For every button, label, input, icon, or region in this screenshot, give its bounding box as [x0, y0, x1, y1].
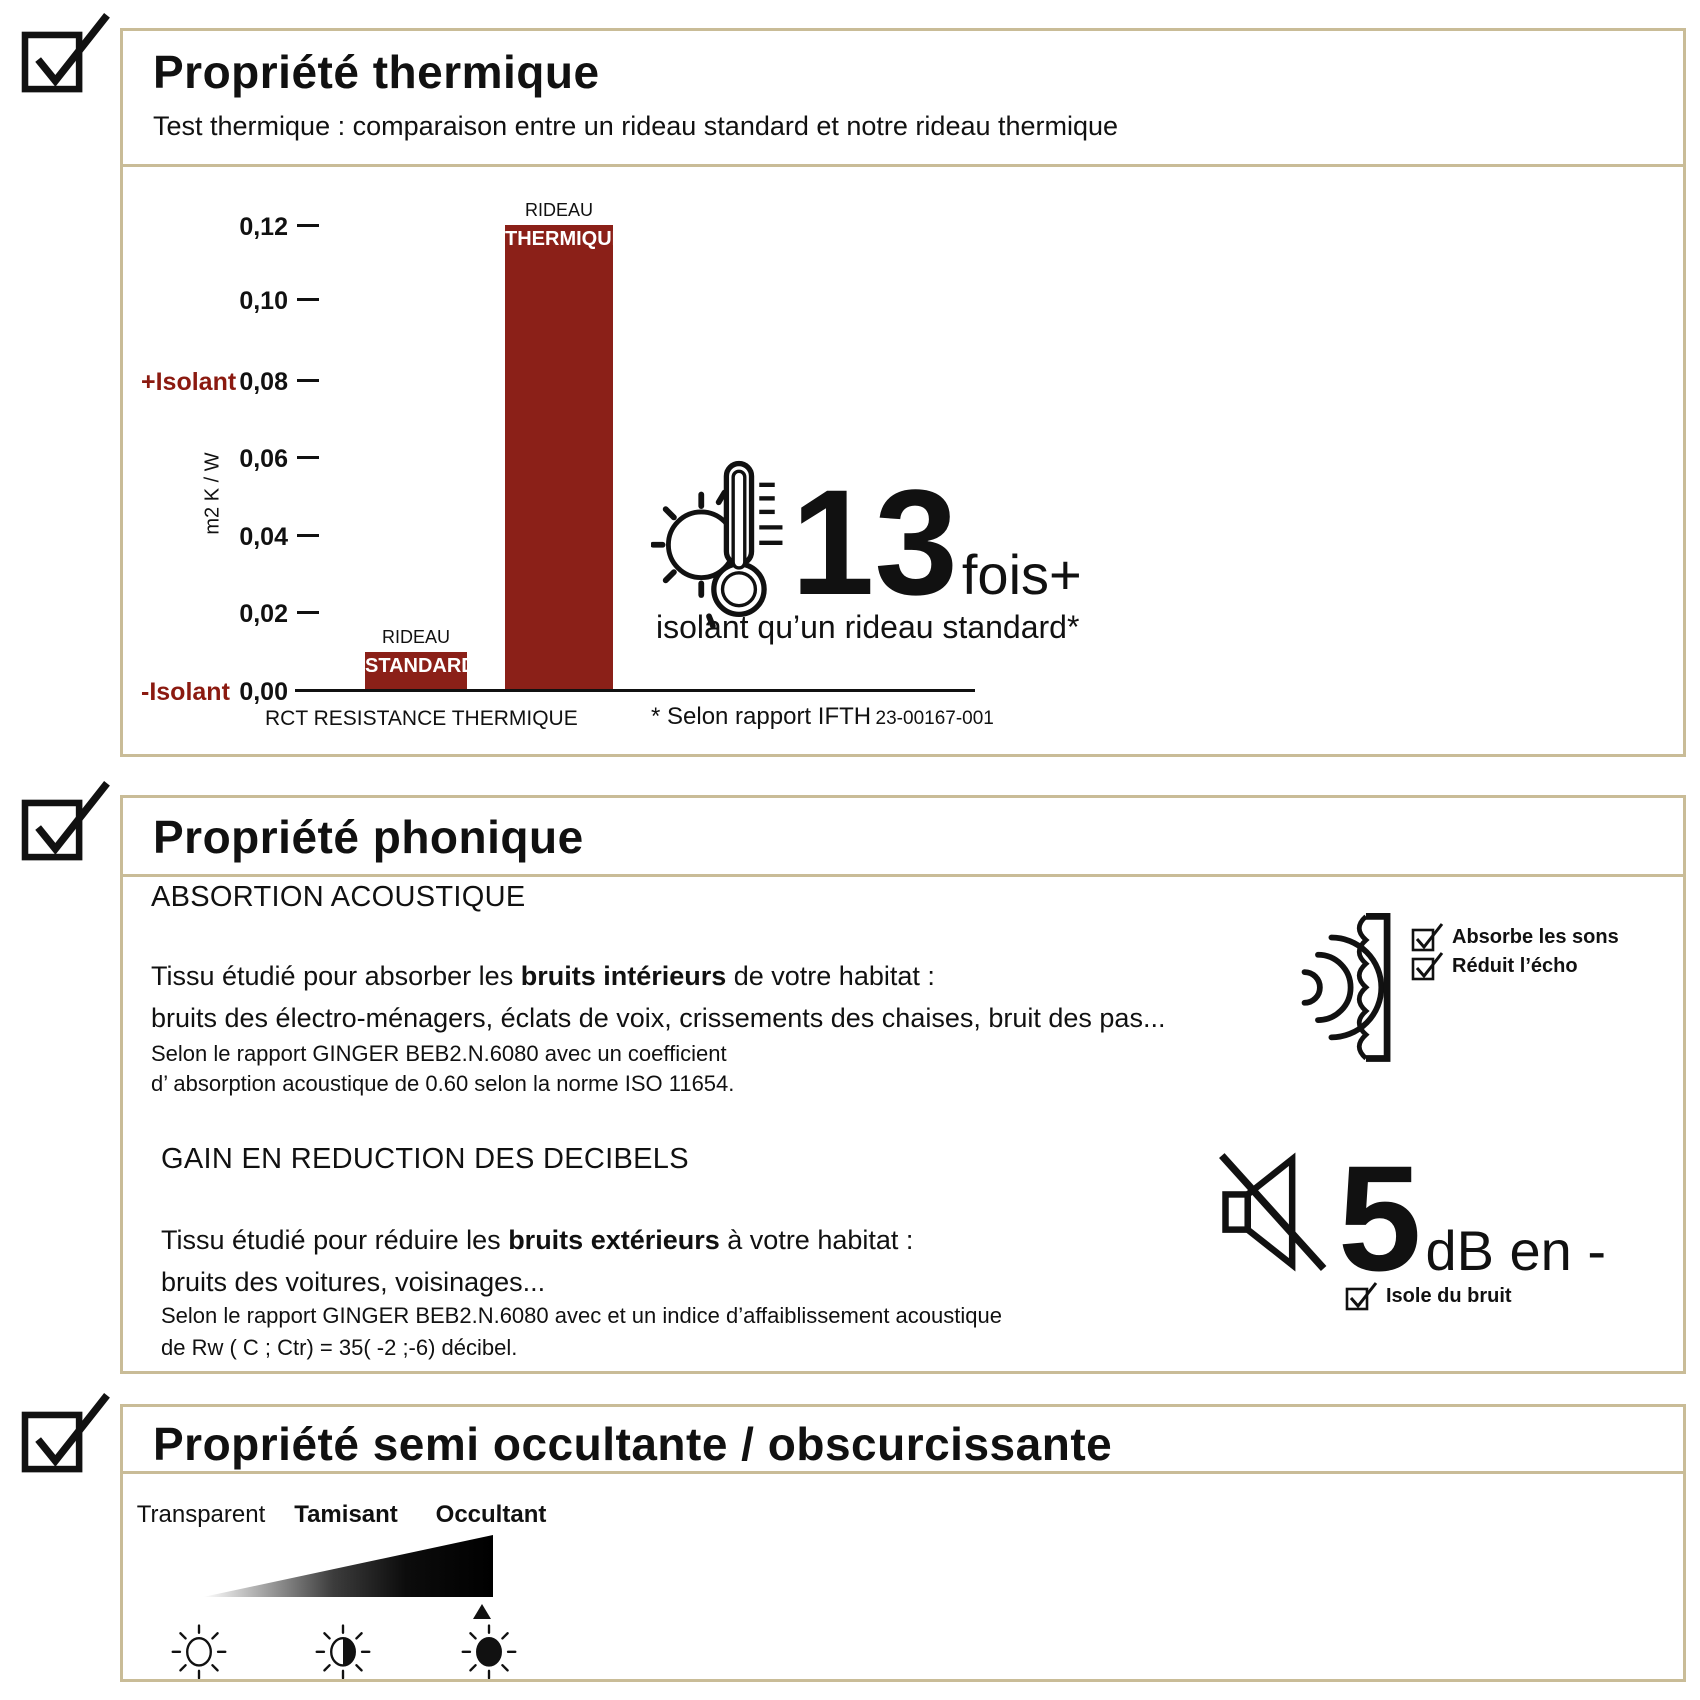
absorption-line1: Tissu étudié pour absorber les bruits intérieurs de votre habitat :: [151, 961, 935, 991]
reduction-heading: GAIN EN REDUCTION DES DECIBELS: [161, 1143, 689, 1175]
scale-label-transparent: Transparent: [136, 1501, 266, 1528]
muted-speaker-icon: [1218, 1150, 1333, 1275]
sound-waves-curtain-icon: [1293, 906, 1413, 1066]
sun-filled-icon: [460, 1621, 518, 1679]
opacity-gradient-wedge: [203, 1535, 493, 1597]
y-tick-label: 0,02: [239, 600, 288, 628]
check-absorbe-les-sons: [1411, 922, 1619, 952]
check-label: Isole du bruit: [1386, 1284, 1512, 1307]
x-axis-caption: RCT RESISTANCE THERMIQUE: [265, 707, 578, 730]
check-isole-du-bruit: [1345, 1281, 1512, 1311]
checked-checkbox-icon: [20, 780, 112, 862]
reduction-line1: Tissu étudié pour réduire les bruits extérieurs à votre habitat :: [161, 1225, 914, 1255]
section-occultante: [120, 1404, 1686, 1682]
absorption-heading: ABSORTION ACOUSTIQUE: [151, 881, 526, 913]
reduction-line2: bruits des voitures, voisinages...: [161, 1267, 546, 1297]
sun-half-filled-icon: [314, 1621, 372, 1679]
scale-label-occultant: Occultant: [435, 1501, 547, 1528]
bar-top-label: RIDEAU: [524, 200, 593, 220]
bar-inner-label: STANDARD: [365, 655, 476, 677]
header-divider: [123, 874, 1683, 877]
sun-outline-icon: [170, 1621, 228, 1679]
y-tick-label: 0,06: [239, 445, 288, 473]
bar-rideau-standard: [365, 627, 476, 691]
small-checked-checkbox-icon: [1411, 922, 1445, 952]
absorption-line2: bruits des électro-ménagers, éclats de voix, crissements des chaises, bruit des pas...: [151, 1003, 1166, 1033]
highlight-13-fois: [791, 458, 1082, 626]
reduction-note1: Selon le rapport GINGER BEB2.N.6080 avec et un indice d’affaiblissement acoustique: [161, 1303, 1002, 1328]
highlight-number: 5: [1338, 1134, 1422, 1302]
scale-label-tamisant: Tamisant: [294, 1501, 398, 1528]
highlight-suffix: dB en -: [1425, 1219, 1606, 1282]
header-divider: [123, 1471, 1683, 1474]
section-title: Propriété thermique: [153, 46, 600, 98]
check-reduit-echo: [1411, 951, 1578, 981]
section-thermique: [120, 28, 1686, 757]
check-label: Absorbe les sons: [1452, 925, 1619, 948]
absorption-note1: Selon le rapport GINGER BEB2.N.6080 avec un coefficient: [151, 1041, 727, 1066]
x-axis-line: [295, 689, 975, 692]
bar-top-label: RIDEAU: [381, 627, 450, 647]
y-tick-label: 0,12: [239, 213, 288, 241]
bar-inner-label: THERMIQUE: [505, 228, 625, 250]
absorption-note2: d’ absorption acoustique de 0.60 selon la norme ISO 11654.: [151, 1071, 735, 1096]
y-axis-label: m2 K / W: [201, 452, 224, 535]
chart-footnote: * Selon rapport IFTH 23-00167-001: [651, 703, 994, 730]
checked-checkbox-icon: [20, 12, 112, 94]
section-title: Propriété semi occultante / obscurcissante: [153, 1418, 1113, 1470]
reduction-note2: de Rw ( C ; Ctr) = 35( -2 ;-6) décibel.: [161, 1335, 518, 1360]
section-phonique: [120, 795, 1686, 1374]
y-tick-label: 0,00: [239, 678, 288, 706]
y-annotation-minus: -Isolant: [141, 678, 230, 706]
check-label: Réduit l’écho: [1452, 954, 1578, 977]
checked-checkbox-icon: [20, 1392, 112, 1474]
y-annotation-plus: +Isolant: [141, 368, 237, 396]
wedge-marker-triangle: [473, 1604, 491, 1619]
highlight-number: 13: [791, 458, 958, 626]
small-checked-checkbox-icon: [1345, 1281, 1379, 1311]
y-tick-label: 0,10: [239, 287, 288, 315]
header-divider: [123, 164, 1683, 167]
section-subtitle: Test thermique : comparaison entre un rideau standard et notre rideau thermique: [153, 111, 1119, 141]
bar-rideau-thermique: [505, 200, 625, 691]
section-title: Propriété phonique: [153, 811, 584, 863]
y-tick-label: 0,08: [239, 368, 288, 396]
highlight-caption: isolant qu’un rideau standard*: [656, 609, 1080, 645]
y-tick-label: 0,04: [239, 523, 288, 551]
small-checked-checkbox-icon: [1411, 951, 1445, 981]
highlight-suffix: fois+: [961, 543, 1082, 606]
